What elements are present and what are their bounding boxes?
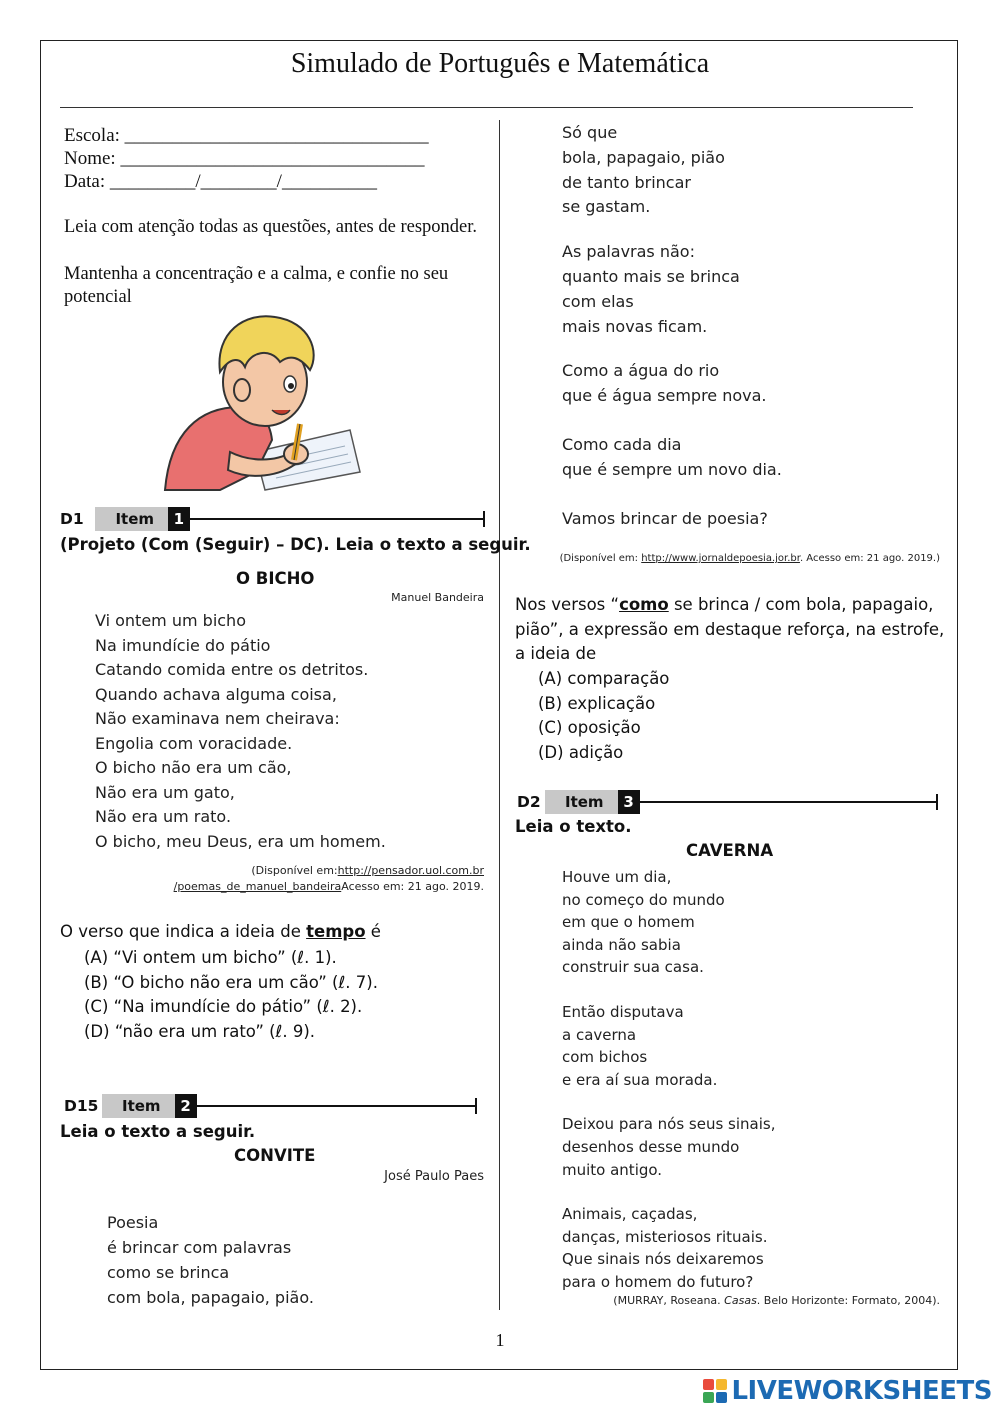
item-2-poem-title: CONVITE <box>234 1146 316 1165</box>
poem-verse: em que o homem <box>562 913 695 932</box>
item-1-question <box>60 922 381 941</box>
answer-option-a[interactable]: (A) comparação <box>538 669 670 688</box>
question-text: é <box>365 922 381 941</box>
item-3-instruction: Leia o texto. <box>515 817 632 836</box>
item-3-poem-title: CAVERNA <box>686 841 774 860</box>
poem-verse: Então disputava <box>562 1002 684 1021</box>
poem-verse: quanto mais se brinca <box>562 266 740 286</box>
source-book-title: Casas <box>724 1294 757 1307</box>
poem-verse: Quando achava alguma coisa, <box>95 684 337 704</box>
poem-verse: com bola, papagaio, pião. <box>107 1288 314 1307</box>
question-line: Nos versos “como se brinca / com bola, papagaio, <box>515 595 934 614</box>
item-2-source <box>560 553 940 564</box>
poem-verse: no começo do mundo <box>562 890 725 909</box>
liveworksheets-logo[interactable] <box>703 1376 992 1406</box>
item-2-descriptor: D15 <box>64 1097 99 1115</box>
poem-verse: As palavras não: <box>562 242 695 262</box>
answer-option-a[interactable]: (A) “Vi ontem um bicho” (ℓ. 1). <box>84 948 337 967</box>
item-2-options <box>538 667 669 765</box>
poem-verse: O bicho, meu Deus, era um homem. <box>95 831 386 851</box>
poem-verse: Poesia <box>107 1213 159 1232</box>
source-prefix: (Disponível em: <box>559 553 642 564</box>
item-1-rule <box>190 518 483 520</box>
poem-verse: ainda não sabia <box>562 935 681 954</box>
item-3-number: 3 <box>618 790 640 814</box>
source-link[interactable]: http://www.jornaldepoesia.jor.br <box>641 553 800 564</box>
poem-verse: construir sua casa. <box>562 958 704 977</box>
poem-verse: desenhos desse mundo <box>562 1137 740 1156</box>
item-2-header <box>64 1094 484 1118</box>
answer-option-d[interactable]: (D) adição <box>538 742 624 762</box>
item-1-author: Manuel Bandeira <box>391 591 484 604</box>
item-2-label: Item <box>102 1094 175 1118</box>
intro-paragraph-1: Leia com atenção todas as questões, antes de responder. <box>64 217 478 237</box>
poem-verse: Como a água do rio <box>562 361 720 381</box>
column-divider <box>499 120 500 1310</box>
item-1-source-line-2 <box>174 880 484 893</box>
poem-verse: mais novas ficam. <box>562 316 708 336</box>
answer-option-b[interactable]: (B) “O bicho não era um cão” (ℓ. 7). <box>84 972 378 992</box>
poem-verse: a caverna <box>562 1025 637 1044</box>
item-1-number: 1 <box>168 507 190 531</box>
item-1-poem <box>95 609 386 854</box>
item-2-rule <box>197 1105 475 1107</box>
intro-paragraph-2: Mantenha a concentração e a calma, e confie no seu potencial <box>64 264 449 307</box>
poem-verse: Animais, caçadas, <box>562 1205 698 1224</box>
item-2-author: José Paulo Paes <box>384 1169 484 1184</box>
item-1-poem-title: O BICHO <box>236 569 315 588</box>
page-number: 1 <box>495 1330 505 1350</box>
item-2-number: 2 <box>175 1094 197 1118</box>
poem-verse: Vi ontem um bicho <box>95 611 246 630</box>
question-line: pião”, a expressão em destaque reforça, na estrofe, <box>515 619 945 639</box>
source-suffix: Acesso em: 21 ago. 2019. <box>341 880 484 893</box>
source-link[interactable]: http://pensador.uol.com.br <box>337 864 484 877</box>
item-2-poem-part-1 <box>107 1210 314 1310</box>
poem-verse: Não examinava nem cheirava: <box>95 709 340 728</box>
item-1-rule-end <box>483 511 485 527</box>
poem-verse: como se brinca <box>107 1263 230 1282</box>
answer-option-c[interactable]: (C) oposição <box>538 718 641 737</box>
poem-verse: Que sinais nós deixaremos <box>562 1250 764 1269</box>
item-3-header <box>517 790 941 814</box>
poem-verse: com elas <box>562 291 634 311</box>
item-1-source-line-1 <box>251 864 484 877</box>
item-1-label: Item <box>95 507 168 531</box>
item-3-rule-end <box>936 794 938 810</box>
item-2-poem-part-2 <box>562 121 782 531</box>
item-3-label: Item <box>545 790 618 814</box>
poem-verse: Deixou para nós seus sinais, <box>562 1115 776 1134</box>
poem-verse: Vamos brincar de poesia? <box>562 508 768 528</box>
question-keyword: como <box>619 595 669 614</box>
poem-verse: danças, misteriosos rituais. <box>562 1227 768 1246</box>
poem-verse: Houve um dia, <box>562 868 672 886</box>
poem-verse: com bichos <box>562 1048 648 1067</box>
poem-verse: e era aí sua morada. <box>562 1070 718 1089</box>
poem-verse: que é sempre um novo dia. <box>562 459 782 479</box>
escola-field[interactable]: Escola: ________________________________ <box>64 125 429 146</box>
source-link[interactable]: /poemas_de_manuel_bandeira <box>173 880 342 893</box>
question-line: a ideia de <box>515 644 597 663</box>
answer-option-b[interactable]: (B) explicação <box>538 693 656 713</box>
item-1-descriptor: D1 <box>60 510 84 528</box>
data-field[interactable]: Data: _________/________/__________ <box>64 171 377 192</box>
item-1-instruction: (Projeto (Com (Seguir) – DC). Leia o texto a seguir. <box>60 535 531 554</box>
item-3-descriptor: D2 <box>517 793 541 811</box>
item-1-header <box>60 507 485 531</box>
poem-verse: é brincar com palavras <box>107 1238 292 1257</box>
logo-icon <box>703 1379 727 1403</box>
item-2-rule-end <box>475 1098 477 1114</box>
item-1-options <box>84 946 378 1044</box>
poem-verse: O bicho não era um cão, <box>95 758 292 777</box>
page-title: Simulado de Português e Matemática <box>290 48 710 79</box>
poem-verse: para o homem do futuro? <box>562 1272 754 1291</box>
source-prefix: (Disponível em: <box>251 864 338 877</box>
poem-verse: Catando comida entre os detritos. <box>95 660 369 679</box>
poem-verse: de tanto brincar <box>562 172 691 192</box>
poem-verse: Engolia com voracidade. <box>95 733 293 753</box>
poem-verse: Não era um gato, <box>95 782 235 802</box>
answer-option-d[interactable]: (D) “não era um rato” (ℓ. 9). <box>84 1021 316 1041</box>
poem-verse: Na imundície do pátio <box>95 635 271 655</box>
poem-verse: muito antigo. <box>562 1160 663 1179</box>
poem-verse: Não era um rato. <box>95 807 232 826</box>
child-writing-illustration <box>160 312 365 492</box>
poem-verse: se gastam. <box>562 197 651 217</box>
nome-field[interactable]: Nome: ________________________________ <box>64 148 425 169</box>
question-text: O verso que indica a ideia de <box>60 922 307 941</box>
question-keyword: tempo <box>306 922 366 941</box>
poem-verse: Como cada dia <box>562 434 682 454</box>
answer-option-c[interactable]: (C) “Na imundície do pátio” (ℓ. 2). <box>84 997 363 1016</box>
poem-verse: Só que <box>562 123 618 142</box>
source-suffix: . Acesso em: 21 ago. 2019.) <box>799 553 940 564</box>
poem-verse: bola, papagaio, pião <box>562 147 725 167</box>
item-3-source: (MURRAY, Roseana. Casas. Belo Horizonte: Formato, 2004). <box>613 1294 940 1307</box>
item-2-question <box>515 593 945 667</box>
item-2-instruction: Leia o texto a seguir. <box>60 1122 256 1141</box>
item-3-rule <box>640 801 936 803</box>
item-3-poem <box>562 866 776 1294</box>
title-divider <box>60 107 913 108</box>
logo-text: LIVEWORKSHEETS <box>731 1376 992 1406</box>
poem-verse: que é água sempre nova. <box>562 386 767 406</box>
